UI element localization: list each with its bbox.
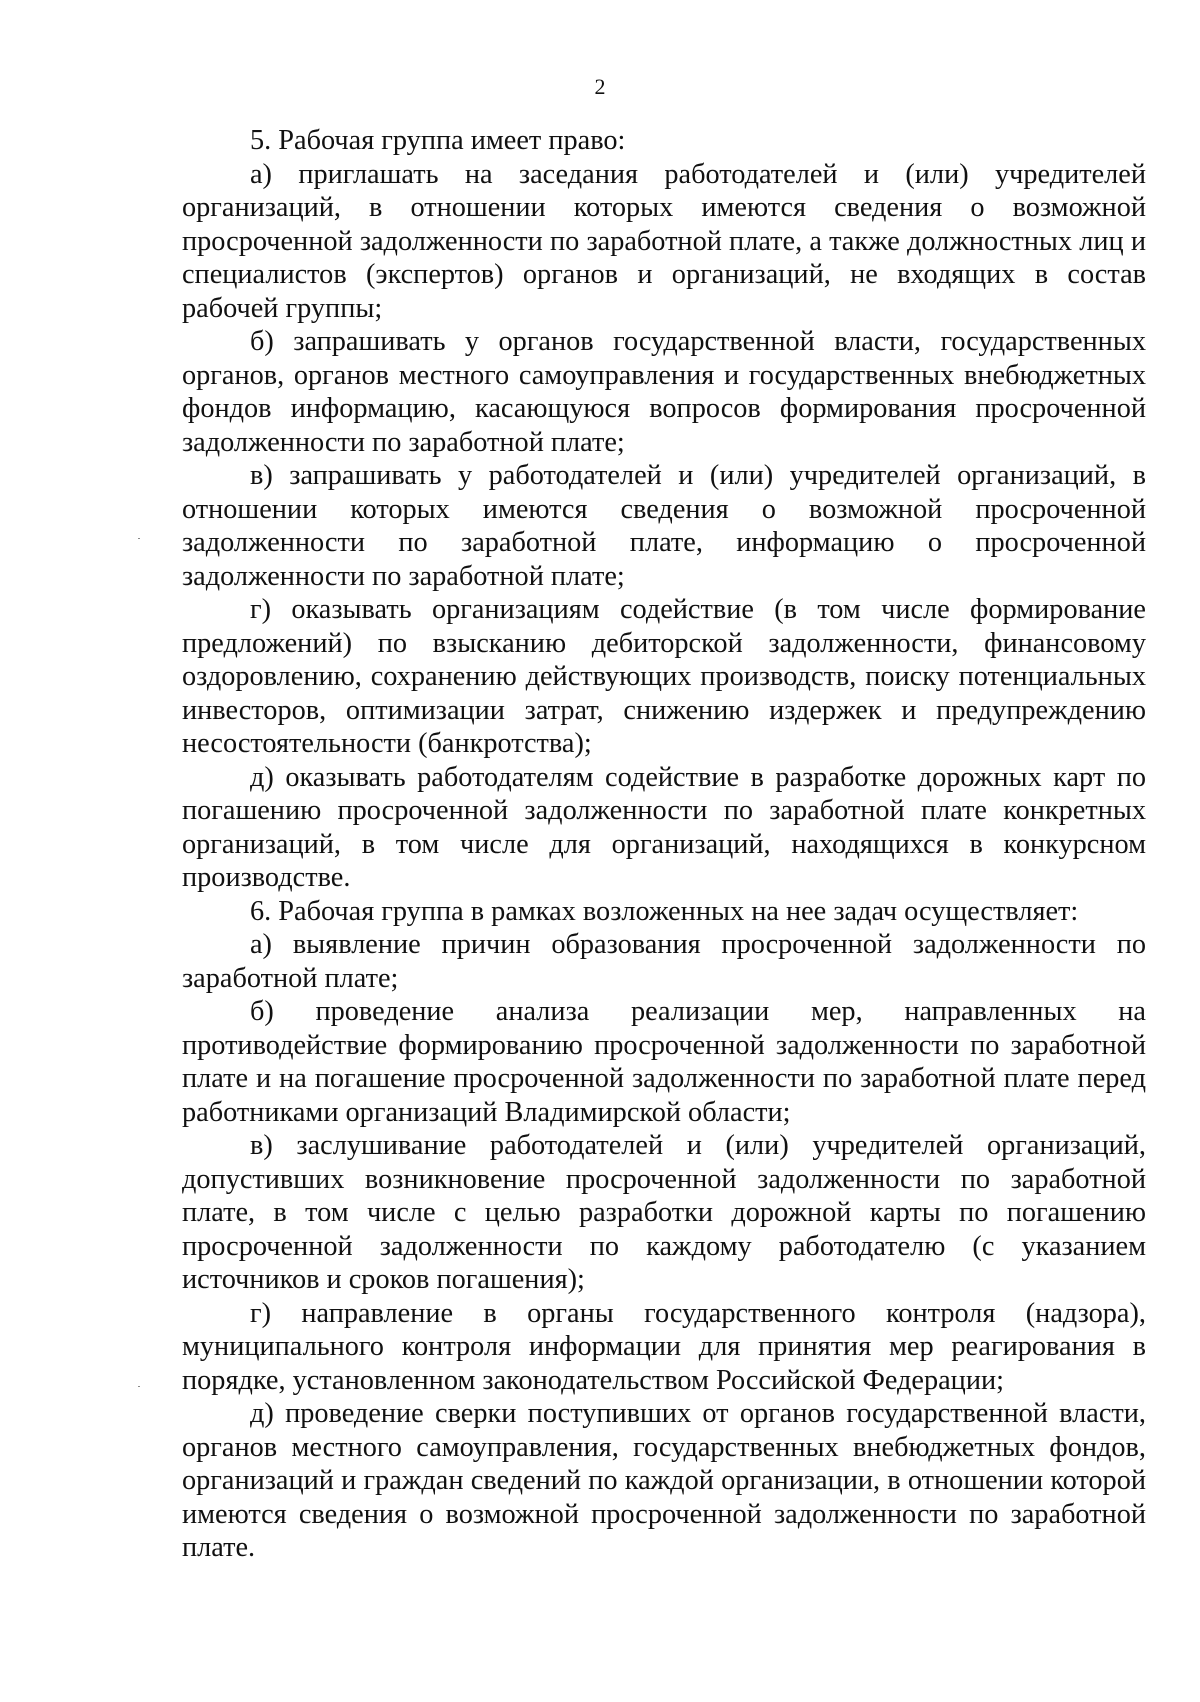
- document-body: [182, 124, 1146, 1565]
- paragraph-5-heading: 5. Рабочая группа имеет право:: [250, 125, 626, 156]
- paragraph-6b: б) проведение анализа реализации мер, направленных на противодействие формированию просроченной задолженности по заработной плате и на погашение просроченной задолженности по заработной плате перед работниками организаций Владимирской области;: [182, 996, 1146, 1128]
- scan-artifact: [138, 1386, 140, 1387]
- page-number: 2: [594, 74, 606, 99]
- scan-artifact: [138, 538, 140, 539]
- paragraph-6a: а) выявление причин образования просроченной задолженности по заработной плате;: [182, 929, 1146, 994]
- paragraph-5b: б) запрашивать у органов государственной власти, государственных органов, органов местного самоуправления и государственных внебюджетных фондов информацию, касающуюся вопросов формирования просроченной задолженности по заработной плате;: [182, 326, 1146, 458]
- paragraph-5v: в) запрашивать у работодателей и (или) учредителей организаций, в отношении которых имеются сведения о возможной просроченной задолженности по заработной плате, информацию о просроченной задолженности по заработной плате;: [182, 460, 1146, 592]
- paragraph-5a: а) приглашать на заседания работодателей и (или) учредителей организаций, в отношении которых имеются сведения о возможной просроченной задолженности по заработной плате, а также должностных лиц и специалистов (экспертов) органов и организаций, не входящих в состав рабочей группы;: [182, 158, 1146, 324]
- paragraph-6d: д) проведение сверки поступивших от органов государственной власти, органов местного самоуправления, государственных внебюджетных фондов, организаций и граждан сведений по каждой организации, в отношении которой имеются сведения о возможной просроченной задолженности по заработной плате.: [182, 1398, 1146, 1563]
- paragraph-6v: в) заслушивание работодателей и (или) учредителей организаций, допустивших возникновение просроченной задолженности по заработной плате, в том числе с целью разработки дорожной карты по погашению просроченной задолженности по каждому работодателю (с указанием источников и сроков погашения);: [182, 1130, 1146, 1295]
- paragraph-6g: г) направление в органы государственного контроля (надзора), муниципального контроля информации для принятия мер реагирования в порядке, установленном законодательством Российской Федерации;: [182, 1297, 1146, 1396]
- paragraph-6-heading: 6. Рабочая группа в рамках возложенных на нее задач осуществляет:: [250, 895, 1079, 927]
- paragraph-5g: г) оказывать организациям содействие (в том числе формирование предложений) по взысканию дебиторской задолженности, финансовому оздоровлению, сохранению действующих производств, поиску потенциальных инвесторов, оптимизации затрат, снижению издержек и предупреждению несостоятельности (банкротства);: [182, 594, 1146, 759]
- paragraph-5d: д) оказывать работодателям содействие в разработке дорожных карт по погашению просроченной задолженности по заработной плате конкретных организаций, в том числе для организаций, находящихся в конкурсном производстве.: [182, 761, 1146, 893]
